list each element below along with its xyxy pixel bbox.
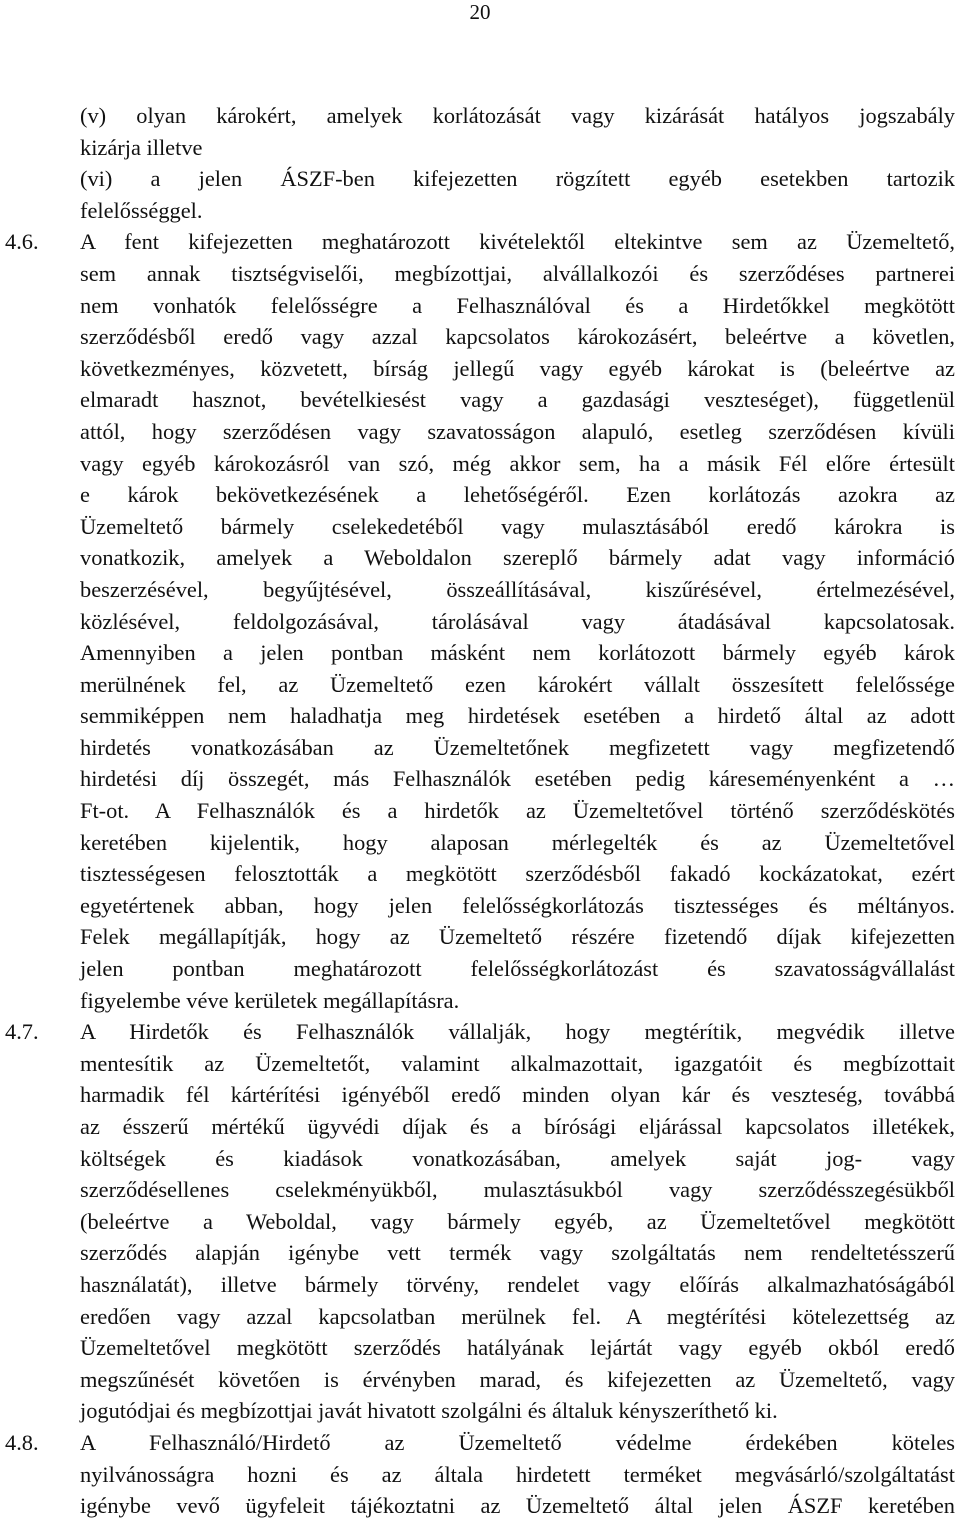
text-line: szerződésellenes cselekményükből, mulasztásukból vagy szerződésszegésükből [80, 1177, 955, 1203]
text-line: nem vonhatók felelősségre a Felhasználóval és a Hirdetőkkel megkötött [80, 292, 955, 318]
text-line: hirdetés vonatkozásában az Üzemeltetőnek megfizetett vagy megfizetendő [80, 734, 955, 760]
text-line: használatát), illetve bármely törvény, rendelet vagy előírás alkalmazhatóságából [80, 1271, 955, 1297]
clause-v [0, 100, 955, 163]
text-line: harmadik fél kártérítési igényéből eredő minden olyan kár és veszteség, továbbá [80, 1082, 955, 1108]
clause-number: 4.6. [5, 229, 39, 255]
text-line: tisztességesen felosztották a megkötött szerződésből fakadó kockázatokat, ezért [80, 861, 955, 887]
text-line: szerződésből eredő vagy azzal kapcsolatos károkozásért, beleértve a követlen, [80, 324, 955, 350]
text-line: sem annak tisztségviselői, megbízottjai, alvállalkozói és szerződéses partnerei [80, 260, 955, 286]
clause-4-8 [0, 1427, 955, 1522]
clause-vi [0, 163, 955, 226]
text-line: semmiképpen nem haladhatja meg hirdetések esetében a hirdető által az adott [80, 703, 955, 729]
text-line: jogutódjai és megbízottjai javát hivatott szolgálni és általuk kényszeríthető ki. [80, 1398, 778, 1424]
text-line: Amennyiben a jelen pontban másként nem korlátozott bármely egyéb károk [80, 640, 955, 666]
text-line: következményes, közvetett, bírság jellegű vagy egyéb károkat is (beleértve az [80, 355, 955, 381]
clause-4-6 [0, 226, 955, 1016]
clause-number: 4.8. [5, 1429, 39, 1455]
text-line: beszerzésével, begyűjtésével, összeállításával, kiszűrésével, értelmezésével, [80, 576, 955, 602]
text-line: vagy egyéb károkozásról van szó, még akkor sem, ha a másik Fél előre értesült [80, 450, 955, 476]
text-line: Ft-ot. A Felhasználók és a hirdetők az Üzemeltetővel történő szerződéskötés [80, 798, 955, 824]
text-line: hirdetési díj összegét, más Felhasználók esetében pedig káreseményenként a … [80, 766, 955, 792]
clause-4-7 [0, 1016, 955, 1427]
text-line: elmaradt hasznot, bevételkiesést vagy a gazdasági veszteséget), függetlenül [80, 387, 955, 413]
text-line: (v) olyan károkért, amelyek korlátozását vagy kizárását hatályos jogszabály [80, 103, 955, 128]
document-body [0, 100, 960, 1522]
text-line: nyilvánosságra hozni és az általa hirdetett terméket megvásárló/szolgáltatást [80, 1461, 955, 1487]
text-line: egyetértenek abban, hogy jelen felelősségkorlátozás tisztességes és méltányos. [80, 892, 955, 918]
text-line: eredően vagy azzal kapcsolatban merülnek fel. A megtérítési kötelezettség az [80, 1303, 955, 1329]
text-line: megszűnését követően is érvényben marad, és kifejezetten az Üzemeltető, vagy [80, 1366, 955, 1392]
clause-number: 4.7. [5, 1019, 39, 1045]
text-line: igénybe vevő ügyfeleit tájékoztatni az Üzemeltető által jelen ÁSZF keretében [80, 1493, 955, 1519]
text-line: e károk bekövetkezésének a lehetőségéről. Ezen korlátozás azokra az [80, 482, 955, 508]
text-line: (beleértve a Weboldal, vagy bármely egyéb, az Üzemeltetővel megkötött [80, 1208, 955, 1234]
text-line: közlésével, feldolgozásával, tárolásával vagy átadásával kapcsolatosak. [80, 608, 955, 634]
text-line: merülnének fel, az Üzemeltető ezen károkért vállalt összesített felelőssége [80, 671, 955, 697]
text-line: vonatkozik, amelyek a Weboldalon szereplő bármely adat vagy információ [80, 545, 955, 571]
text-line: jelen pontban meghatározott felelősségkorlátozást és szavatosságvállalást [80, 956, 955, 982]
text-line: felelősséggel. [80, 197, 203, 223]
text-line: attól, hogy szerződésen vagy szavatosságon alapuló, esetleg szerződésen kívüli [80, 418, 955, 444]
text-line: mentesítik az Üzemeltetőt, valamint alkalmazottait, igazgatóit és megbízottait [80, 1050, 955, 1076]
text-line: (vi) a jelen ÁSZF-ben kifejezetten rögzített egyéb esetekben tartozik [80, 166, 955, 192]
text-line: kizárja illetve [80, 134, 203, 160]
text-line: A Hirdetők és Felhasználók vállalják, hogy megtérítik, megvédik illetve [80, 1019, 955, 1045]
text-line: szerződés alapján igénybe vett termék vagy szolgáltatás nem rendeltetésszerű [80, 1240, 955, 1266]
text-line: Üzemeltető bármely cselekedetéből vagy mulasztásából eredő károkra is [80, 513, 955, 539]
page-number: 20 [469, 0, 491, 24]
text-line: keretében kijelentik, hogy alaposan mérlegelték és az Üzemeltetővel [80, 829, 955, 855]
text-line: figyelembe véve kerületek megállapításra. [80, 987, 460, 1013]
text-line: Felek megállapítják, hogy az Üzemeltető részére fizetendő díjak kifejezetten [80, 924, 955, 950]
text-line: A Felhasználó/Hirdető az Üzemeltető védelme érdekében köteles [80, 1429, 955, 1455]
text-line: költségek és kiadások vonatkozásában, amelyek saját jog- vagy [80, 1145, 955, 1171]
text-line: Üzemeltetővel megkötött szerződés hatályának lejártát vagy egyéb okból eredő [80, 1335, 955, 1361]
text-line: az ésszerű mértékű ügyvédi díjak és a bírósági eljárással kapcsolatos illetékek, [80, 1114, 955, 1139]
text-line: A fent kifejezetten meghatározott kivételektől eltekintve sem az Üzemeltető, [80, 229, 955, 255]
